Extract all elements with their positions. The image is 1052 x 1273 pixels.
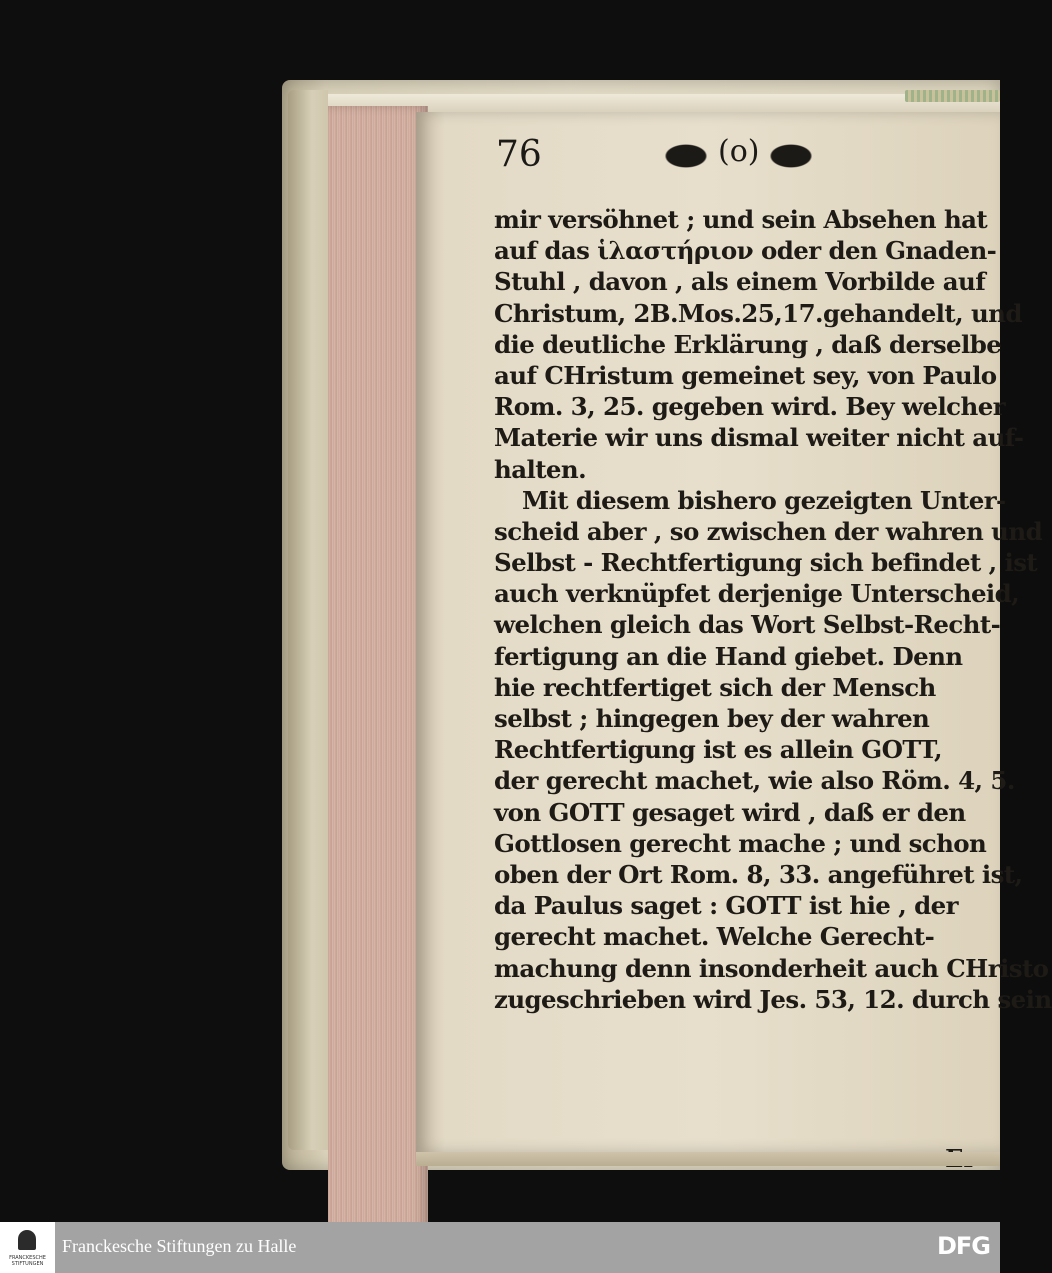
ornament-right-icon [766,142,816,170]
bookmark-ribbon [905,90,1000,102]
text-line: auf das ἱλαστήριον oder den Gnaden- [494,236,997,266]
cover-edge [288,90,328,1150]
book [282,80,1052,1170]
page-number: 76 [496,134,542,175]
text-line: auf CHristum gemeinet sey, von Paulo [494,360,997,390]
text-line: zugeschrieben wird Jes. 53, 12. durch sein [494,984,1052,1014]
logo-text: FRANCKESCHE STIFTUNGEN [9,1255,46,1267]
text-line: Gottlosen gerecht mache ; und schon [494,828,987,858]
text-line: welchen gleich das Wort Selbst-Recht- [494,610,1001,640]
body-text [494,204,1052,1015]
text-line: die deutliche Erklärung , daß derselbe [494,329,1002,359]
text-line: der gerecht machet, wie also Röm. 4, 5. [494,766,1015,796]
text-line: Mit diesem bishero gezeigten Unter- [522,485,1006,515]
text-line: Selbst - Rechtfertigung sich befindet , ist [494,548,1038,578]
text-line: scheid aber , so zwischen der wahren und [494,516,1043,546]
text-line: hie rechtfertiget sich der Mensch [494,672,936,702]
text-line: von GOTT gesaget wird , daß er den [494,797,966,827]
text-line: halten. [494,454,587,484]
header-mark: (o) [718,134,760,169]
text-line: Christum, 2B.Mos.25,17.gehandelt, und [494,298,1022,328]
institution-name[interactable]: Franckesche Stiftungen zu Halle [62,1236,297,1256]
page-top-edge [328,94,1000,112]
text-line: Stuhl , davon , als einem Vorbilde auf [494,267,986,297]
text-line: auch verknüpfet derjenige Unterscheid, [494,579,1020,609]
text-line: mir versöhnet ; und sein Absehen hat [494,205,988,234]
text-line: selbst ; hingegen bey der wahren [494,704,930,733]
text-line: oben der Ort Rom. 8, 33. angeführet ist, [494,859,1023,889]
text-line: gerecht machet. Welche Gerecht- [494,922,935,952]
text-line: fertigung an die Hand giebet. Denn [494,641,963,671]
text-line: Rom. 3, 25. gegeben wird. Bey welcher [494,392,1006,422]
page-header [496,134,956,184]
orphan-figure-icon [18,1230,36,1250]
book-page [416,112,1052,1152]
text-line: Materie wir uns dismal weiter nicht auf- [494,423,1024,453]
text-line: da Paulus saget : GOTT ist hie , der [494,891,958,921]
ornament-left-icon [661,142,711,170]
text-line: machung denn insonderheit auch CHristo [494,953,1049,983]
red-page-edges [328,106,428,1231]
page-bottom-edge [416,1152,1000,1166]
text-line: Rechtfertigung ist es allein GOTT, [494,735,942,765]
institution-logo[interactable] [0,1222,55,1273]
dfg-logo[interactable]: DFG [936,1232,990,1260]
footer-bar [0,1222,1000,1273]
